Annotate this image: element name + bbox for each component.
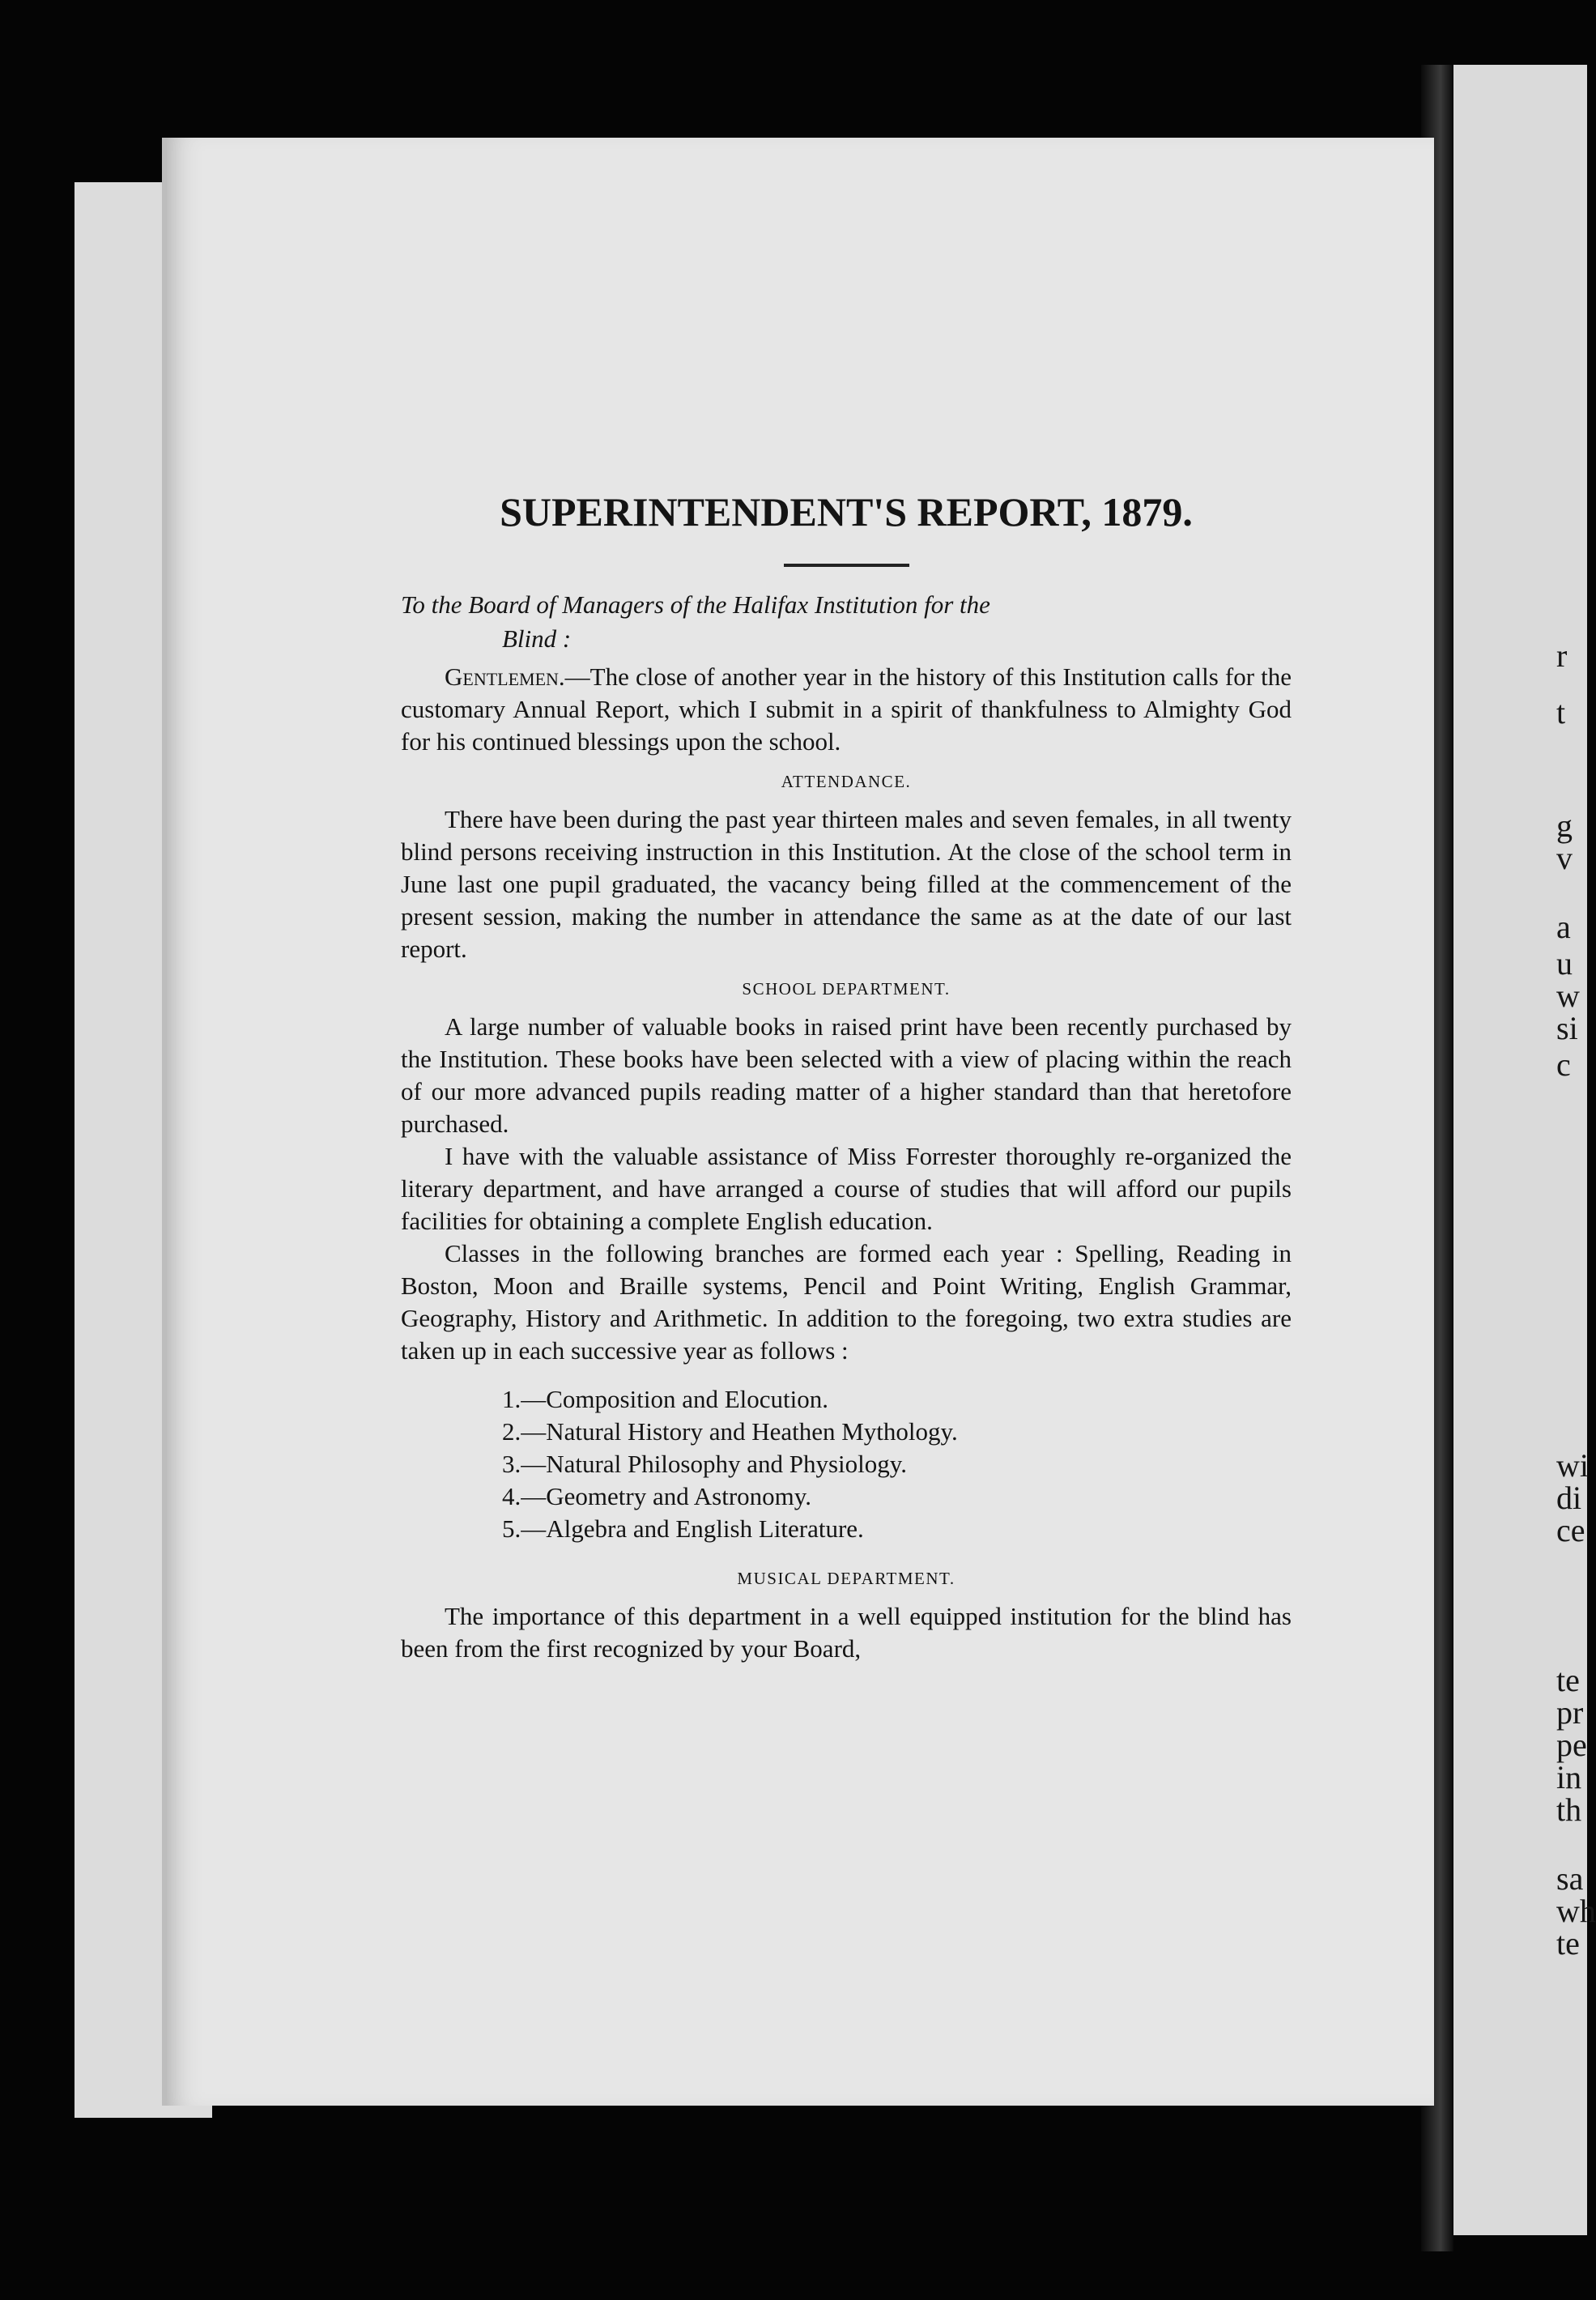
school-paragraph-3: Classes in the following branches are formed each year : Spelling, Reading in Boston, Moon and Braille systems, Pencil and Point Writing, English Grammar, Geography, History and Arithmetic. In addition to the foregoing, two extra studies are taken up in each successive year as follows :	[401, 1239, 1292, 1365]
adjacent-page-fragment: pe	[1556, 1727, 1587, 1763]
address-line	[401, 588, 1292, 656]
adjacent-page-fragment: te	[1556, 1925, 1580, 1961]
school-paragraph-2: I have with the valuable assistance of Miss Forrester thoroughly re-organized the literary department, and have arranged a course of studies that will afford our pupils facilities for obtaining a complete English education.	[401, 1142, 1292, 1235]
salutation: Gentlemen	[445, 662, 559, 691]
list-item: 4.—Geometry and Astronomy.	[502, 1482, 811, 1510]
intro-text: .—The close of another year in the history of this Institution calls for the customary Annual Report, which I submit in a spirit of thankfulness to Almighty God for his continued blessings upon the school.	[401, 662, 1292, 756]
adjacent-page-fragment: c	[1556, 1046, 1571, 1083]
list-item: 1.—Composition and Elocution.	[502, 1385, 828, 1413]
adjacent-page-fragment: in	[1556, 1759, 1582, 1795]
adjacent-page-fragment: wi	[1556, 1447, 1589, 1484]
adjacent-page-fragment: wh	[1556, 1893, 1596, 1929]
address-line-1: To the Board of Managers of the Halifax Institution for the	[401, 590, 990, 619]
attendance-paragraph: There have been during the past year thirteen males and seven females, in all twenty blind persons receiving instruction in this Institution. At the close of the school term in June last one pupil graduated, the vacancy being filled at the commencement of the present session, making the number in attendance the same as at the date of our last report.	[401, 805, 1292, 963]
section-heading-school: SCHOOL DEPARTMENT.	[742, 979, 951, 999]
adjacent-page-fragment: si	[1556, 1010, 1578, 1046]
adjacent-page-fragment: r	[1556, 637, 1568, 674]
adjacent-page-fragment: t	[1556, 694, 1566, 730]
musical-paragraph: The importance of this department in a well equipped institution for the blind has been from the first recognized by your Board,	[401, 1602, 1292, 1663]
school-paragraph-1: A large number of valuable books in raised print have been recently purchased by the Institution. These books have been selected with a view of placing within the reach of our more advanced pupils reading matter of a higher standard than that heretofore purchased.	[401, 1012, 1292, 1138]
list-item: 5.—Algebra and English Literature.	[502, 1514, 864, 1543]
adjacent-page-fragment: a	[1556, 909, 1571, 945]
adjacent-page-fragment: th	[1556, 1791, 1582, 1828]
intro-paragraph	[401, 661, 1292, 758]
adjacent-page-fragment: v	[1556, 840, 1573, 876]
adjacent-page-fragment: g	[1556, 807, 1573, 844]
section-heading-musical: MUSICAL DEPARTMENT.	[737, 1569, 955, 1588]
section-heading-attendance: ATTENDANCE.	[781, 772, 912, 791]
adjacent-page-fragment: ce	[1556, 1512, 1585, 1548]
report-title: SUPERINTENDENT'S REPORT, 1879.	[500, 489, 1193, 535]
address-line-2: Blind :	[502, 624, 572, 653]
adjacent-page-fragment: sa	[1556, 1860, 1584, 1897]
title-rule	[784, 564, 909, 567]
list-item: 2.—Natural History and Heathen Mythology.	[502, 1417, 958, 1446]
adjacent-page-fragment: w	[1556, 978, 1580, 1014]
report-body	[401, 486, 1292, 1665]
adjacent-page-fragment: te	[1556, 1662, 1580, 1698]
adjacent-page-fragment: di	[1556, 1480, 1582, 1516]
adjacent-page-fragment: pr	[1556, 1694, 1584, 1731]
adjacent-page-fragment: u	[1556, 945, 1573, 982]
list-item: 3.—Natural Philosophy and Physiology.	[502, 1450, 908, 1478]
studies-list	[502, 1383, 1292, 1545]
